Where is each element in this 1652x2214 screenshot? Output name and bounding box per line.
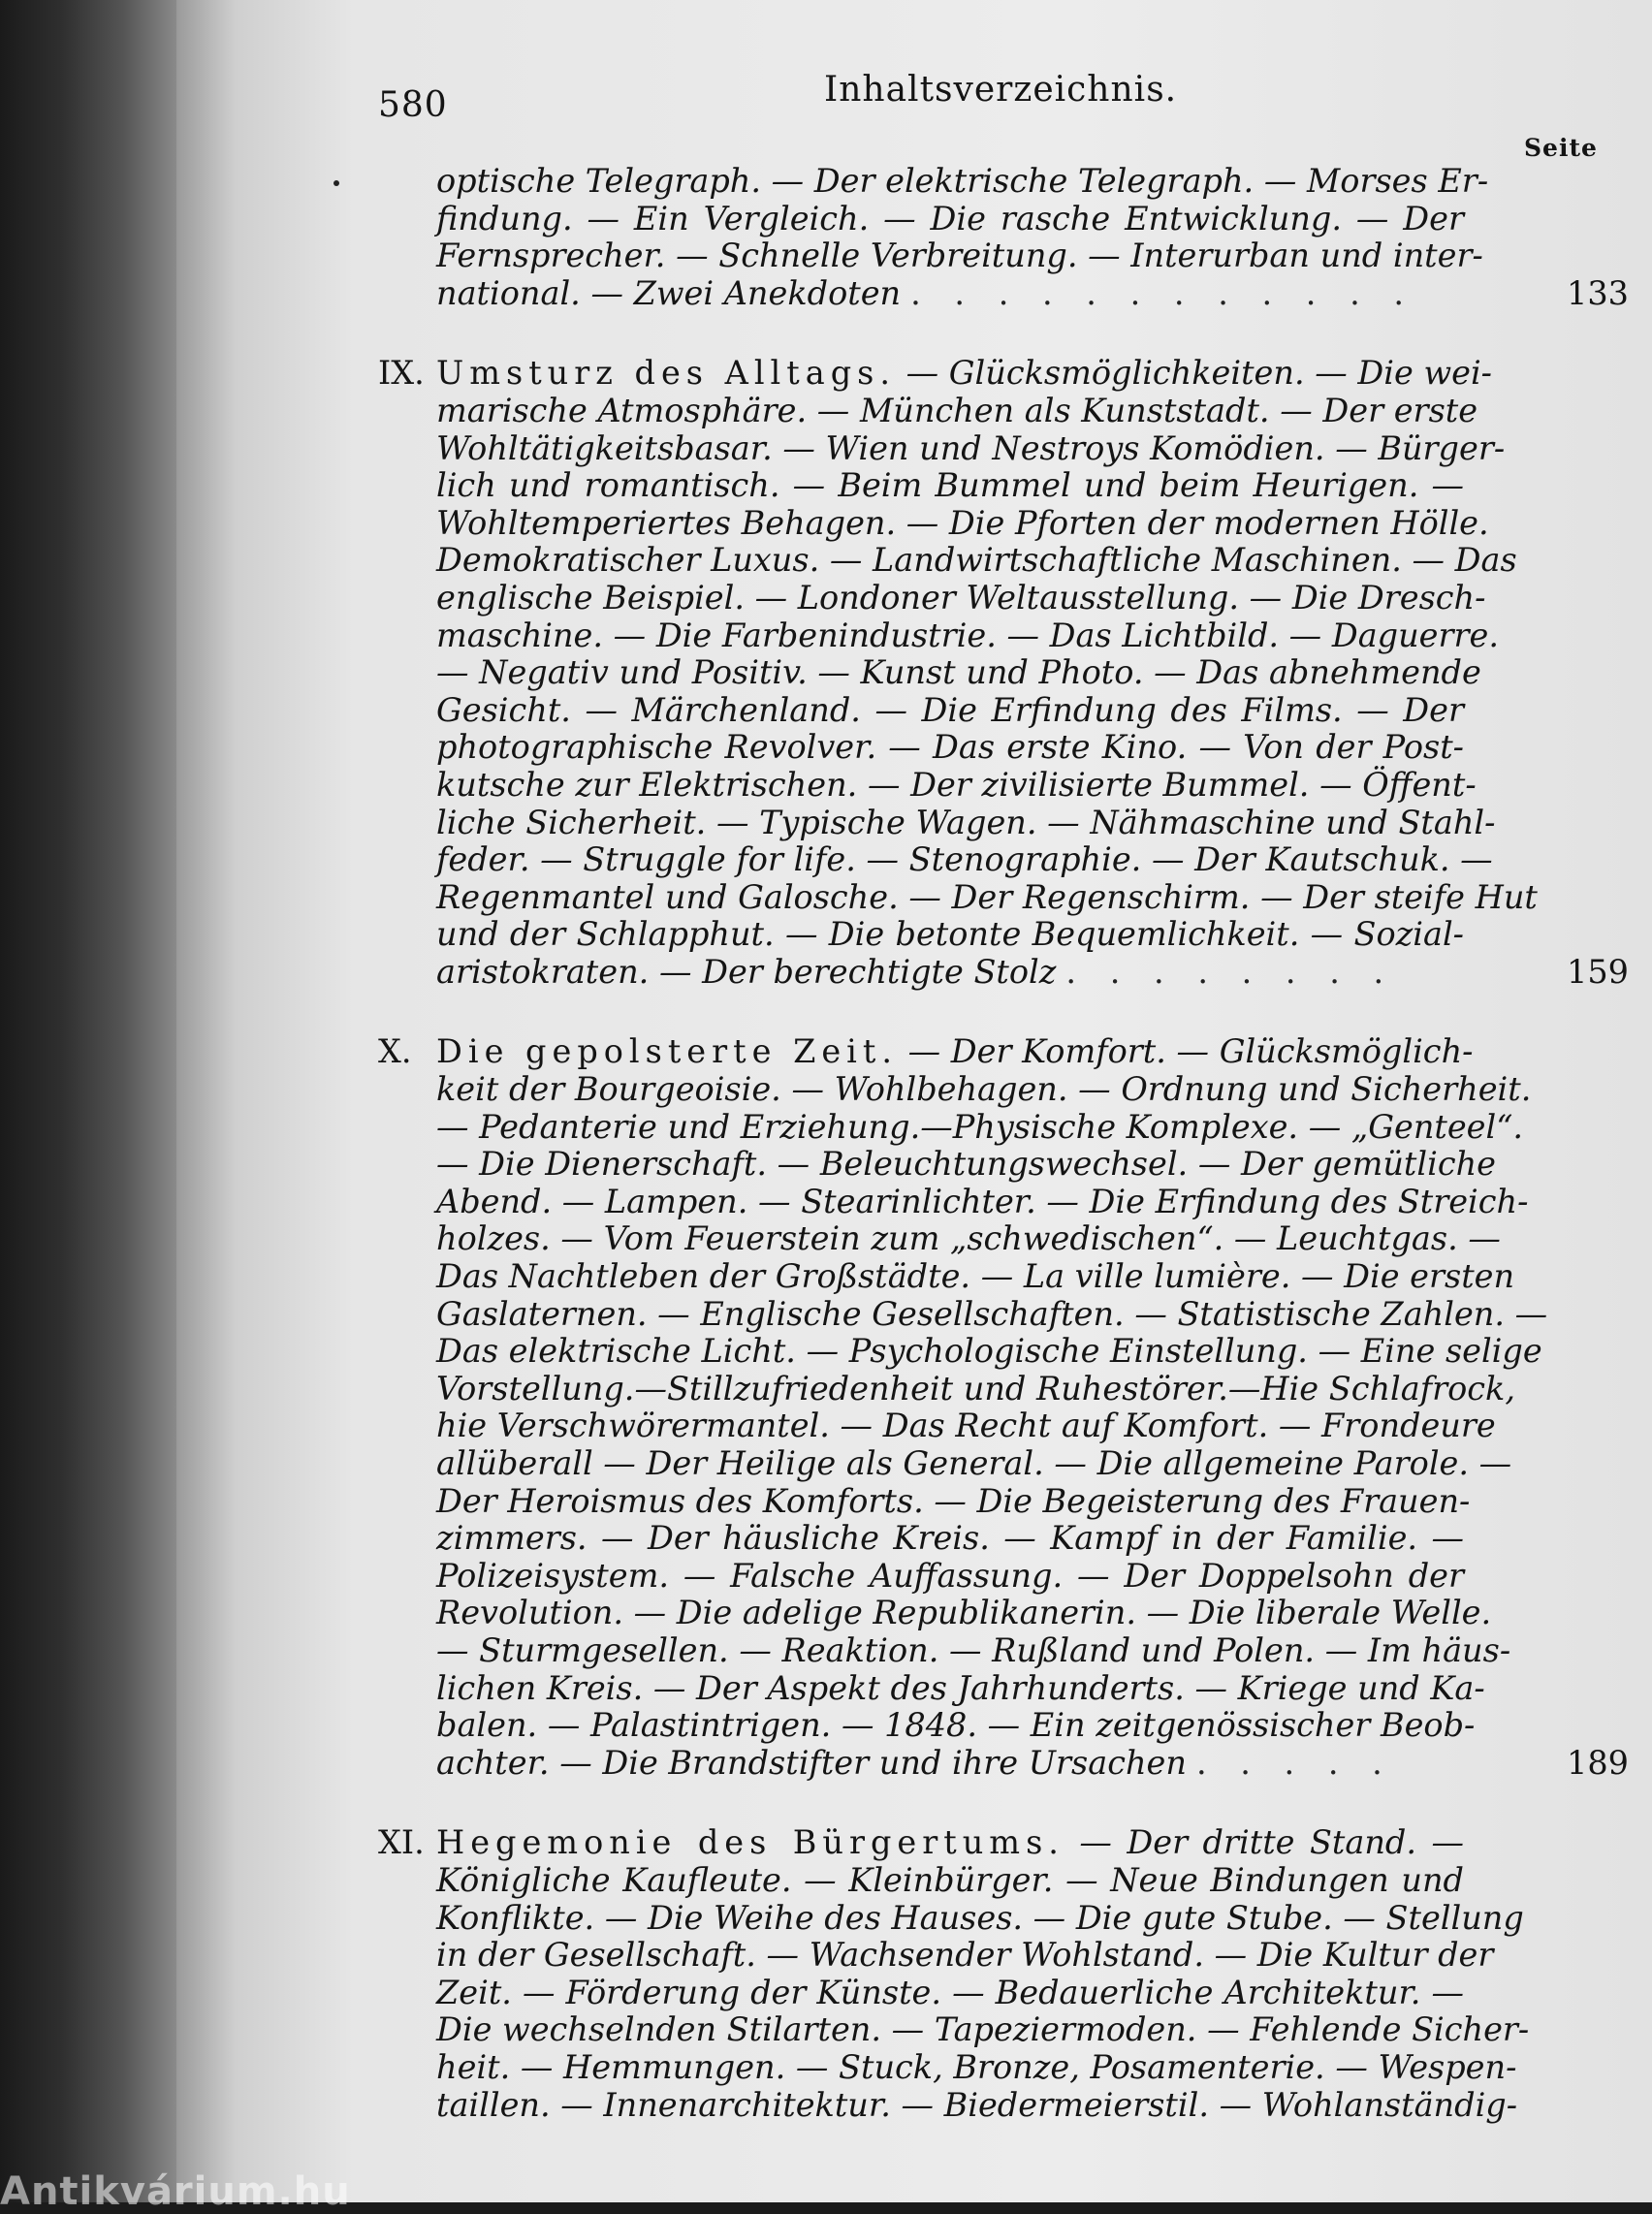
toc-entry-text: hie Verschwörermantel. — Das Recht auf Komfort. — Frondeure bbox=[436, 1407, 1496, 1445]
toc-entry-line bbox=[436, 1219, 1501, 1258]
toc-entry-text: Die wechselnden Stilarten. — Tapeziermoden. — Fehlende Sicher- bbox=[436, 2010, 1530, 2049]
toc-entry-line bbox=[436, 1668, 1485, 1708]
toc-entry-line bbox=[436, 201, 1464, 238]
toc-entry-text: Polizeisystem. — Falsche Auffassung. — Der Doppelsohn der bbox=[436, 1556, 1464, 1595]
toc-entry-line bbox=[436, 1862, 1464, 1900]
toc-entry-line bbox=[378, 354, 1492, 393]
toc-entry-line bbox=[436, 2010, 1530, 2049]
page-number: 580 bbox=[378, 85, 448, 125]
toc-entry-last-line bbox=[436, 275, 1406, 313]
toc-entry-text: lichen Kreis. — Der Aspekt des Jahrhunderts. — Kriege und Ka- bbox=[436, 1668, 1485, 1707]
toc-entry-text: balen. — Palastintrigen. — 1848. — Ein zeitgenössischer Beob- bbox=[436, 1706, 1476, 1745]
dot-leader bbox=[1187, 1745, 1406, 1783]
toc-page-number: 189 bbox=[1567, 1743, 1629, 1782]
toc-entry-line bbox=[436, 467, 1464, 505]
toc-entry-line bbox=[436, 1558, 1464, 1596]
toc-entry-line bbox=[436, 765, 1477, 805]
toc-entry bbox=[378, 1033, 1629, 1782]
toc-entry-text: Gaslaternen. — Englische Gesellschaften. — Statistische Zahlen. — bbox=[436, 1294, 1548, 1333]
toc-entry-text: Wohltätigkeitsbasar. — Wien und Nestroys Komödien. — Bürger- bbox=[436, 428, 1506, 467]
toc-entry-text: — Der Komfort. — Glücksmöglich- bbox=[898, 1032, 1474, 1071]
toc-entry-text: optische Telegraph. — Der elektrische Telegraph. — Morses Er- bbox=[436, 162, 1489, 200]
toc-entry-line bbox=[436, 1706, 1476, 1745]
toc-entry-line bbox=[436, 1520, 1464, 1558]
toc-entry-text: Der Heroismus des Komforts. — Die Begeisterung des Frauen- bbox=[436, 1481, 1471, 1520]
toc-entry-line bbox=[436, 1294, 1548, 1334]
toc-entry-text: photographische Revolver. — Das erste Kino. — Von der Post- bbox=[436, 728, 1464, 767]
toc-entry-line bbox=[436, 1481, 1471, 1521]
toc-entry-text: liche Sicherheit. — Typische Wagen. — Nähmaschine und Stahl- bbox=[436, 803, 1496, 841]
toc-entry-text: heit. — Hemmungen. — Stuck, Bronze, Posamenterie. — Wespen- bbox=[436, 2047, 1517, 2086]
toc-entry-line bbox=[378, 1032, 1474, 1071]
toc-entry-text: aristokraten. — Der berechtigte Stolz bbox=[436, 952, 1057, 991]
toc-entry-text: national. — Zwei Anekdoten bbox=[436, 273, 902, 312]
toc-entry-text: feder. — Struggle for life. — Stenographie. — Der Kautschuk. — bbox=[436, 840, 1493, 879]
toc-entry-line bbox=[436, 616, 1500, 655]
table-of-contents bbox=[378, 163, 1629, 2167]
toc-entry-text: keit der Bourgeoisie. — Wohlbehagen. — Ordnung und Sicherheit. bbox=[436, 1070, 1532, 1109]
toc-entry-text: findung. — Ein Vergleich. — Die rasche Entwicklung. — Der bbox=[436, 199, 1464, 237]
toc-entry-text: Das Nachtleben der Großstädte. — La ville lumière. — Die ersten bbox=[436, 1257, 1515, 1296]
chapter-numeral: IX. bbox=[378, 354, 425, 393]
ink-speck bbox=[334, 180, 339, 186]
toc-entry-line bbox=[436, 1594, 1492, 1632]
toc-entry-text: maschine. — Die Farbenindustrie. — Das Lichtbild. — Daguerre. bbox=[436, 616, 1500, 654]
toc-entry-line bbox=[436, 1407, 1496, 1445]
dot-leader bbox=[901, 275, 1406, 313]
dot-leader bbox=[1056, 954, 1406, 992]
watermark: Antikvárium.hu bbox=[0, 2169, 351, 2214]
toc-entry-line bbox=[436, 428, 1506, 468]
toc-entry-text: Revolution. — Die adelige Republikanerin. — Die liberale Welle. bbox=[436, 1594, 1492, 1632]
book-page bbox=[176, 0, 1652, 2202]
toc-entry-line bbox=[436, 1257, 1515, 1296]
toc-entry bbox=[378, 355, 1629, 991]
toc-entry-line bbox=[436, 916, 1464, 954]
chapter-numeral: X. bbox=[378, 1032, 412, 1071]
chapter-heading: Die gepolsterte Zeit. bbox=[436, 1032, 898, 1071]
toc-entry-text: zimmers. — Der häusliche Kreis. — Kampf in der Familie. — bbox=[436, 1519, 1464, 1558]
toc-entry-line bbox=[436, 237, 1483, 275]
toc-entry-text: kutsche zur Elektrischen. — Der zivilisierte Bummel. — Öffent- bbox=[436, 765, 1477, 804]
toc-entry-text: — Der dritte Stand. — bbox=[1064, 1823, 1464, 1862]
toc-entry-text: in der Gesellschaft. — Wachsender Wohlstand. — Die Kultur der bbox=[436, 1936, 1494, 1975]
toc-entry-line bbox=[436, 1444, 1512, 1483]
toc-entry-text: Regenmantel und Galosche. — Der Regenschirm. — Der steife Hut bbox=[436, 877, 1538, 916]
toc-page-number: 133 bbox=[1567, 273, 1629, 312]
toc-entry-text: — Sturmgesellen. — Reaktion. — Rußland und Polen. — Im häus- bbox=[436, 1630, 1511, 1669]
toc-entry-text: achter. — Die Brandstifter und ihre Ursachen bbox=[436, 1743, 1187, 1782]
toc-entry-line bbox=[436, 1975, 1464, 2012]
toc-entry-line bbox=[436, 391, 1478, 430]
toc-entry-text: — Glücksmöglichkeiten. — Die wei- bbox=[896, 354, 1492, 393]
toc-entry-text: marische Atmosphäre. — München als Kunststadt. — Der erste bbox=[436, 391, 1478, 429]
toc-entry-line bbox=[436, 803, 1496, 842]
toc-entry-text: Abend. — Lampen. — Stearinlichter. — Die Erfindung des Streich- bbox=[436, 1182, 1529, 1220]
toc-entry-line bbox=[436, 162, 1489, 201]
running-head-title: Inhaltsverzeichnis. bbox=[824, 70, 1178, 110]
toc-entry-text: Zeit. — Förderung der Künste. — Bedauerliche Architektur. — bbox=[436, 1973, 1464, 2011]
toc-entry-text: allüberall — Der Heilige als General. — Die allgemeine Parole. — bbox=[436, 1444, 1512, 1482]
toc-entry-line bbox=[436, 653, 1481, 692]
toc-entry-text: — Die Dienerschaft. — Beleuchtungswechsel. — Der gemütliche bbox=[436, 1145, 1496, 1184]
toc-entry-line bbox=[436, 2085, 1518, 2125]
toc-entry-line bbox=[436, 840, 1493, 879]
chapter-heading: Hegemonie des Bürgertums. bbox=[436, 1823, 1064, 1862]
toc-entry-text: Demokratischer Luxus. — Landwirtschaftliche Maschinen. — Das bbox=[436, 541, 1517, 580]
toc-entry-text: und der Schlapphut. — Die betonte Bequemlichkeit. — Sozial- bbox=[436, 915, 1464, 954]
toc-entry-line bbox=[436, 503, 1489, 543]
chapter-heading: Umsturz des Alltags. bbox=[436, 354, 896, 393]
toc-entry bbox=[378, 1824, 1629, 2124]
toc-entry-line bbox=[436, 1107, 1523, 1147]
toc-entry-text: englische Beispiel. — Londoner Weltausstellung. — Die Dresch- bbox=[436, 578, 1486, 617]
book-spine-shadow bbox=[0, 0, 176, 2202]
toc-entry-line bbox=[436, 877, 1538, 917]
toc-entry-text: Vorstellung.—Stillzufriedenheit und Ruhestörer.—Hie Schlafrock, bbox=[436, 1369, 1516, 1407]
toc-entry-line bbox=[436, 1070, 1532, 1109]
toc-entry-text: Königliche Kaufleute. — Kleinbürger. — Neue Bindungen und bbox=[436, 1860, 1464, 1899]
toc-entry-text: taillen. — Innenarchitektur. — Biedermeierstil. — Wohlanständig- bbox=[436, 2085, 1518, 2124]
toc-entry-line bbox=[436, 1630, 1511, 1670]
page-column-label: Seite bbox=[1524, 134, 1598, 162]
toc-entry-line bbox=[436, 2047, 1517, 2087]
toc-entry-line bbox=[378, 1823, 1464, 1862]
toc-entry-line bbox=[436, 729, 1464, 767]
toc-entry-line bbox=[436, 1369, 1516, 1408]
toc-entry-line bbox=[436, 692, 1464, 730]
toc-entry-text: Fernsprecher. — Schnelle Verbreitung. — Interurban und inter- bbox=[436, 237, 1483, 275]
toc-entry-line bbox=[436, 1182, 1529, 1221]
toc-entry-line bbox=[436, 578, 1486, 617]
toc-entry-line bbox=[436, 1332, 1542, 1371]
toc-entry-line bbox=[436, 1145, 1496, 1184]
toc-entry-text: Gesicht. — Märchenland. — Die Erfindung des Films. — Der bbox=[436, 690, 1464, 729]
toc-entry-text: Konflikte. — Die Weihe des Hauses. — Die gute Stube. — Stellung bbox=[436, 1898, 1524, 1937]
toc-entry-text: holzes. — Vom Feuerstein zum „schwedischen“. — Leuchtgas. — bbox=[436, 1219, 1501, 1258]
toc-entry-line bbox=[436, 1936, 1494, 1975]
toc-entry-text: Wohltemperiertes Behagen. — Die Pforten der modernen Hölle. bbox=[436, 503, 1489, 542]
toc-entry-last-line bbox=[436, 1745, 1406, 1783]
toc-entry-text: Das elektrische Licht. — Psychologische Einstellung. — Eine selige bbox=[436, 1332, 1542, 1371]
toc-entry-last-line bbox=[436, 954, 1406, 992]
toc-entry-text: — Pedanterie und Erziehung.—Physische Komplexe. — „Genteel“. bbox=[436, 1107, 1523, 1146]
chapter-numeral: XI. bbox=[378, 1823, 425, 1862]
toc-entry-line bbox=[436, 541, 1517, 580]
toc-entry-line bbox=[436, 1898, 1524, 1938]
toc-entry-text: lich und romantisch. — Beim Bummel und beim Heurigen. — bbox=[436, 466, 1464, 505]
toc-page-number: 159 bbox=[1567, 952, 1629, 991]
toc-entry-text: — Negativ und Positiv. — Kunst und Photo. — Das abnehmende bbox=[436, 653, 1481, 692]
toc-entry bbox=[378, 163, 1629, 312]
